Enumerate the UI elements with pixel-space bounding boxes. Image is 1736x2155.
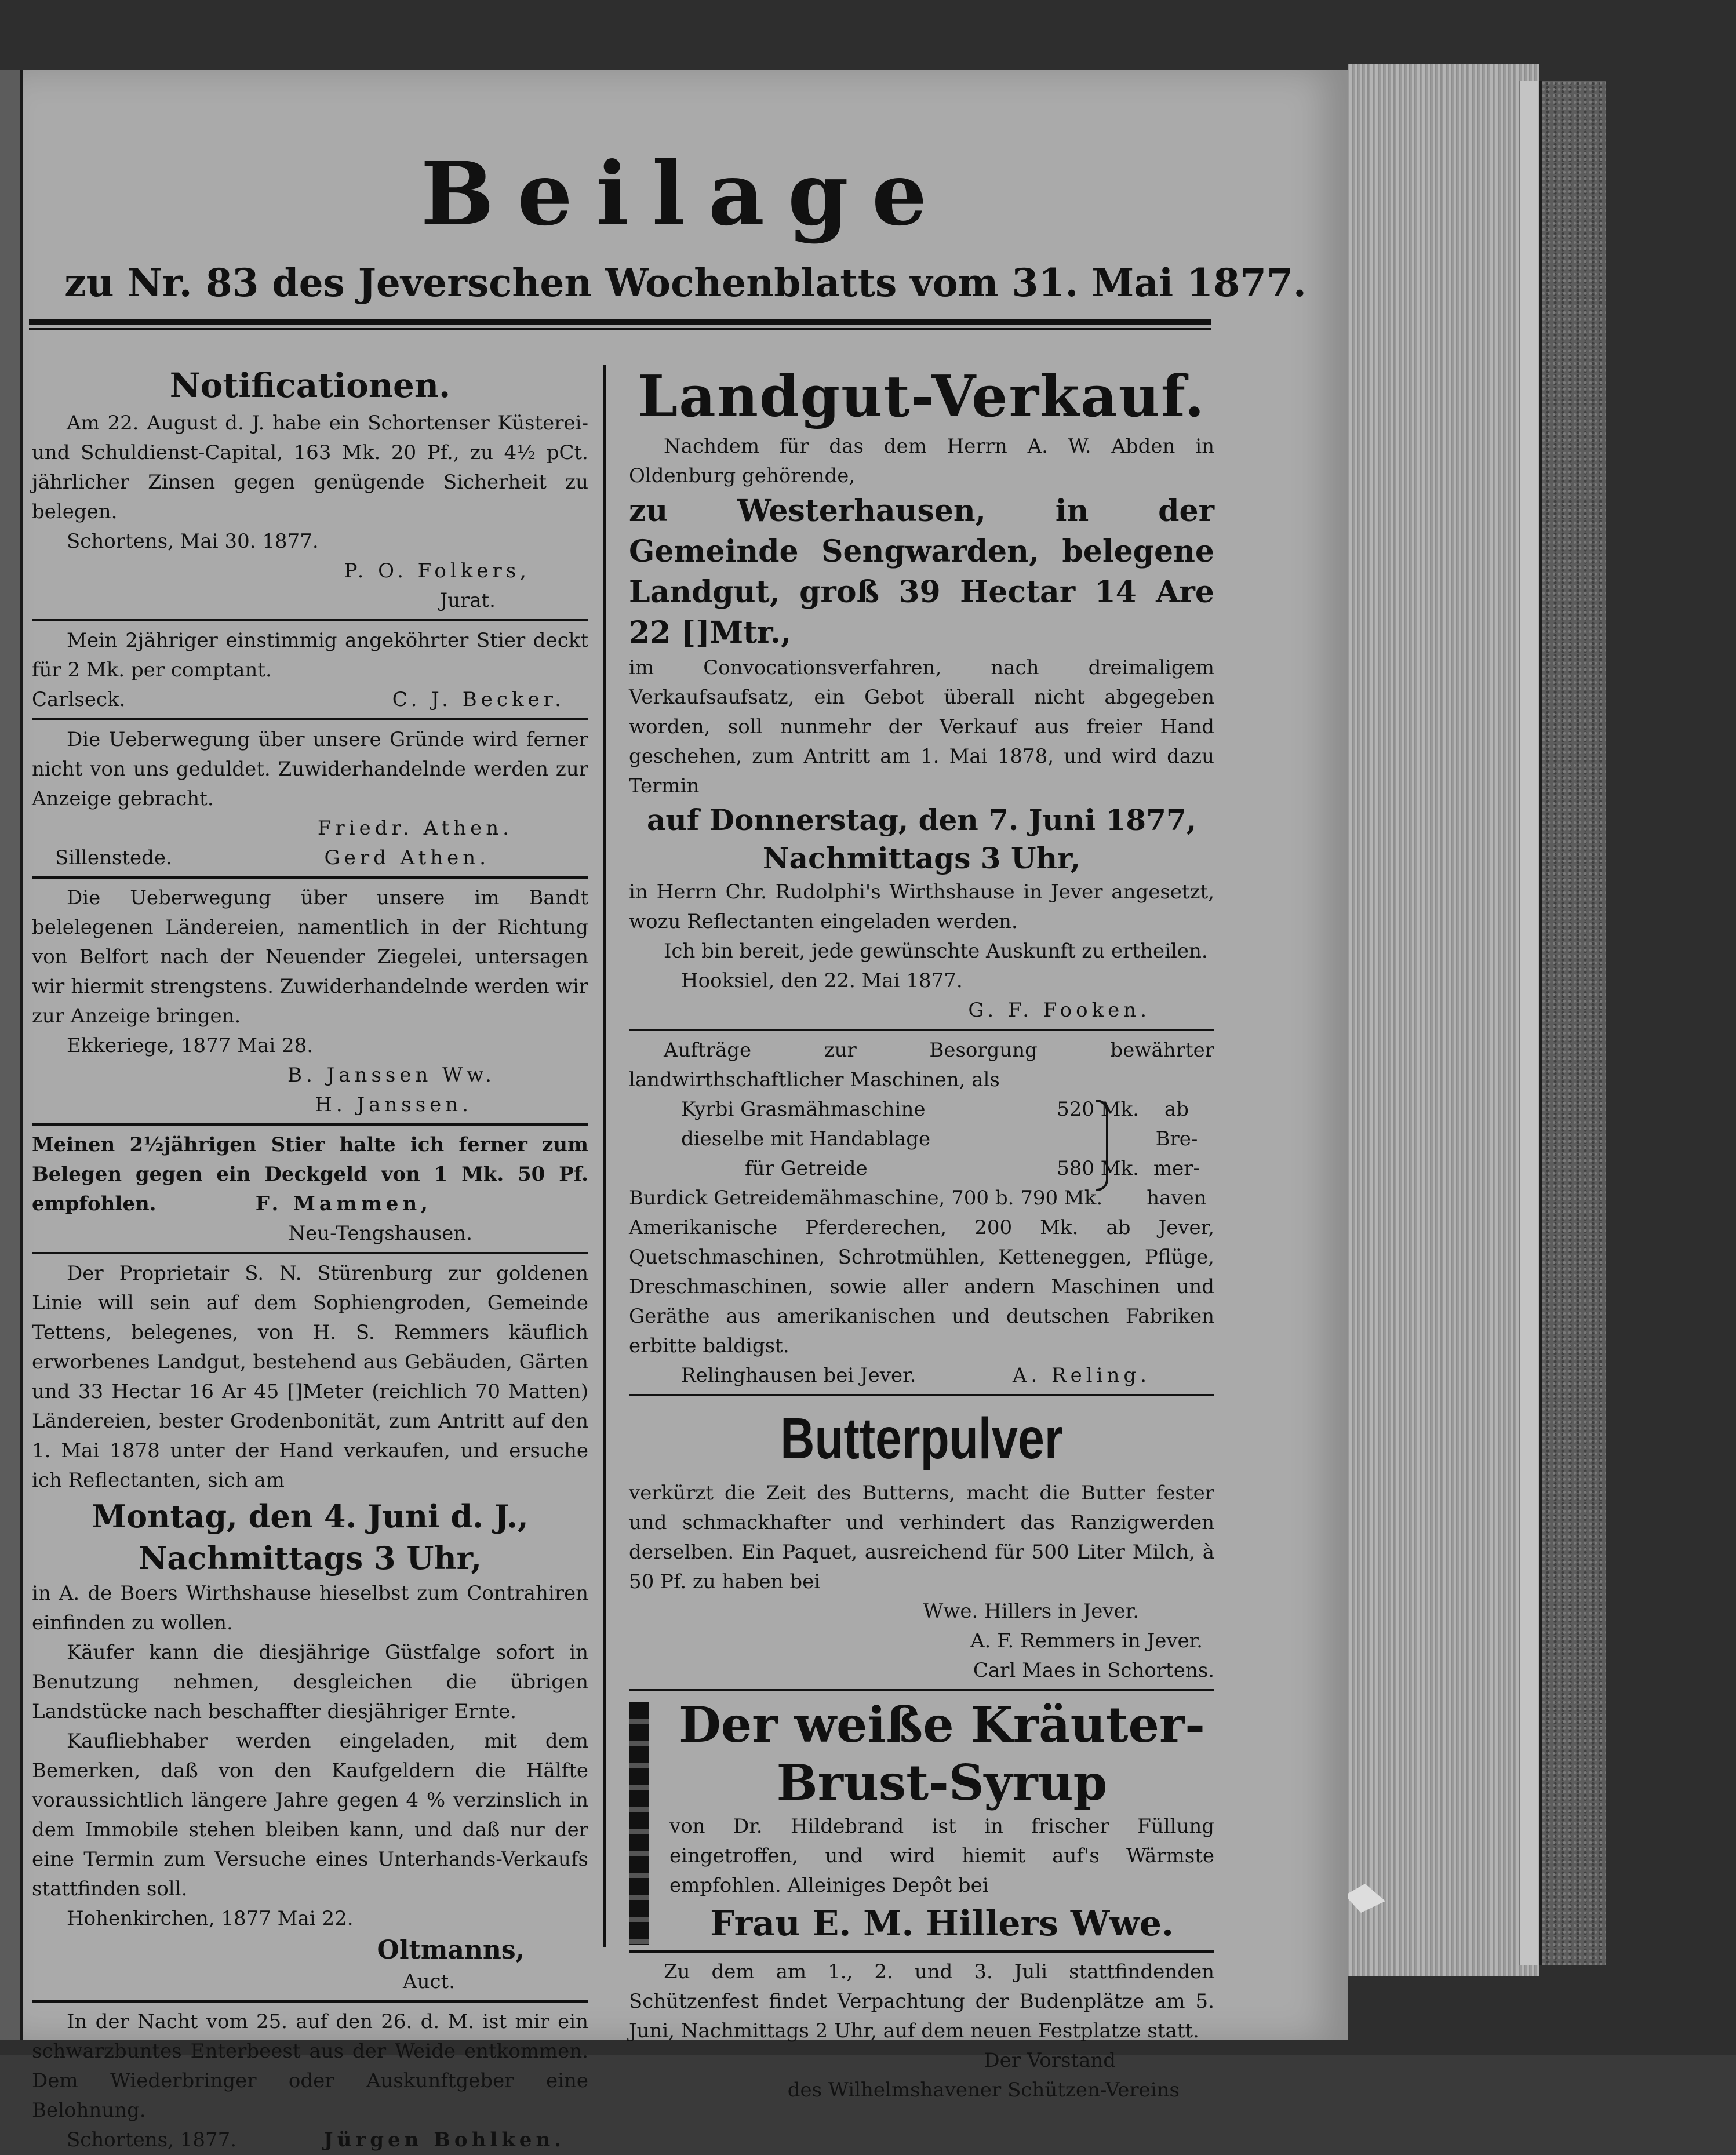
notifications-heading: Notificationen.: [169, 366, 451, 405]
notice-divider: [32, 876, 588, 879]
notice-signature: Friedr. Athen.: [317, 817, 513, 840]
syrup-depot: Frau E. M. Hillers Wwe.: [710, 1903, 1174, 1944]
notice-divider: [32, 619, 588, 621]
notice-date: Ekkeriege, 1877 Mai 28.: [67, 1034, 314, 1057]
price-row-side: haven: [1147, 1186, 1207, 1210]
notice-date: Schortens, 1877.: [67, 2128, 237, 2152]
land-sale-date: auf Donnerstag, den 7. Juni 1877,: [646, 803, 1197, 837]
syrup-text: von Dr. Hildebrand ist in frischer Füllung eingetroffen, und wird hiemit auf's Wärmste empfohlen. Alleiniges Depôt bei: [669, 1815, 1214, 1897]
notice-date: Hohenkirchen, 1877 Mai 22.: [67, 1907, 354, 1930]
notice-footer: [32, 685, 588, 715]
left-column: [32, 362, 588, 2155]
land-sale-text: in Herrn Chr. Rudolphi's Wirthshause in Jever angesetzt, wozu Reflectanten eingeladen werden.: [629, 880, 1214, 933]
notice-text: In der Nacht vom 25. auf den 26. d. M. ist mir ein schwarzbuntes Enterbeest aus der Weide entkommen. Dem Wiederbringer oder Auskunftgeber eine Belohnung.: [32, 2010, 588, 2122]
land-sale-intro: Nachdem für das dem Herrn A. W. Abden in Oldenburg gehörende,: [629, 435, 1214, 487]
butter-heading: Butterpulver: [780, 1406, 1063, 1471]
butter-seller: Carl Maes in Schortens.: [973, 1659, 1214, 1682]
ad-divider: [629, 1950, 1214, 1953]
shooting-festival-signature-org: des Wilhelmshavener Schützen-Vereins: [787, 2078, 1180, 2102]
newspaper-page: [23, 70, 1348, 2152]
notice-signature: H. Janssen.: [315, 1093, 472, 1116]
syrup-ad-bar: [629, 1702, 649, 1945]
notice-place: Sillenstede.: [55, 846, 172, 869]
machines-signature: A. Reling.: [1012, 1364, 1151, 1387]
price-brace: [1096, 1100, 1108, 1191]
machines-intro: Aufträge zur Besorgung bewährter landwirthschaftlicher Maschinen, als: [629, 1039, 1214, 1091]
right-column: [629, 362, 1214, 2105]
notice-divider: [32, 718, 588, 720]
price-row-value: 520 Mk.: [1057, 1098, 1139, 1121]
masthead-subtitle: zu Nr. 83 des Jeverschen Wochenblatts vom 31. Mai 1877.: [64, 260, 1306, 305]
notice-text: Die Ueberwegung über unsere im Bandt belelegenen Ländereien, namentlich in der Richtung von Belfort nach der Neuender Ziegelei, untersagen wir hiermit strengstens. Zuwiderhandelnde werden wir zur Anzeige bringen.: [32, 886, 588, 1028]
notice-text: Käufer kann die diesjährige Güstfalge sofort in Benutzung nehmen, desgleichen die übrigen Landstücke nach beschaffter diesjähriger Ernte.: [32, 1641, 588, 1723]
notice-divider: [32, 1123, 588, 1126]
machines-text: Amerikanische Pferderechen, 200 Mk. ab Jever, Quetschmaschinen, Schrotmühlen, Ketteneggen, Pflüge, Dreschmaschinen, sowie aller andern Maschinen und Geräthe aus amerikanischen und deutschen Fabriken erbitte baldigst.: [629, 1216, 1214, 1357]
notice-signature-title: Auct.: [403, 1970, 455, 1993]
notice-text: Die Ueberwegung über unsere Gründe wird ferner nicht von uns geduldet. Zuwiderhandelnde werden zur Anzeige gebracht.: [32, 728, 588, 810]
cover-edge: [1519, 81, 1538, 1965]
book-cover: [1539, 81, 1606, 1965]
notice-place: Carlseck.: [32, 688, 126, 711]
price-row: [629, 1124, 1214, 1154]
price-row: [629, 1095, 1214, 1124]
land-sale-time: Nachmittags 3 Uhr,: [762, 841, 1081, 875]
notice-text: Kaufliebhaber werden eingeladen, mit dem Bemerken, daß von den Kaufgeldern die Hälfte voraussichtlich längere Jahre gegen 4 % verzinslich in dem Immobile stehen bleiben kann, und daß nur der eine Termin zum Versuche eines Unterhands-Verkaufs stattfinden soll.: [32, 1730, 588, 1901]
shooting-festival-signature: Der Vorstand: [984, 2049, 1116, 2072]
price-row-name: für Getreide: [745, 1157, 868, 1180]
notice-text: Mein 2jähriger einstimmig angeköhrter Stier deckt für 2 Mk. per comptant.: [32, 629, 588, 682]
syrup-heading-2: Brust-Syrup: [776, 1754, 1108, 1811]
price-row-name: dieselbe mit Handablage: [681, 1127, 931, 1151]
notice-signature-title: Jurat.: [439, 589, 496, 612]
ad-divider: [629, 1394, 1214, 1396]
machines-footer: [629, 1361, 1214, 1390]
column-rule: [603, 365, 606, 1947]
price-row-name: Kyrbi Grasmähmaschine: [681, 1098, 926, 1121]
syrup-ad: [629, 1696, 1214, 1947]
land-sale-text: Ich bin bereit, jede gewünschte Auskunft zu ertheilen.: [664, 940, 1208, 963]
notice-signature: C. J. Becker.: [392, 688, 565, 711]
price-row-side: ab: [1164, 1098, 1189, 1121]
notice-footer: [32, 2125, 588, 2155]
shooting-festival-text: Zu dem am 1., 2. und 3. Juli stattfindenden Schützenfest findet Verpachtung der Budenplätze am 5. Juni, Nachmittags 2 Uhr, auf dem neuen Festplatze statt.: [629, 1960, 1214, 2043]
price-row: [629, 1154, 1214, 1184]
price-row-name: Burdick Getreidemähmaschine, 700 b. 790 Mk.: [629, 1186, 1103, 1210]
notice-text: Am 22. August d. J. habe ein Schortenser Küsterei- und Schuldienst-Capital, 163 Mk. 20 Pf., zu 4½ pCt. jährlicher Zinsen gegen genügende Sicherheit zu belegen.: [32, 412, 588, 523]
syrup-heading: Der weiße Kräuter-: [678, 1696, 1206, 1753]
machines-price-list: [629, 1095, 1214, 1213]
price-row: [629, 1184, 1214, 1213]
masthead-rule: [29, 319, 1211, 325]
ad-divider: [629, 1029, 1214, 1031]
land-sale-text: im Convocationsverfahren, nach dreimaligem Verkaufsaufsatz, ein Gebot überall nicht abgegeben worden, soll nunmehr der Verkauf aus freier Hand geschehen, zum Antritt am 1. Mai 1878, und wird dazu Termin: [629, 656, 1214, 798]
land-sale-heading: Landgut-Verkauf.: [638, 363, 1206, 430]
price-row-side: mer-: [1153, 1157, 1200, 1180]
notice-date: Schortens, Mai 30. 1877.: [67, 530, 319, 553]
masthead-title: Beilage: [420, 143, 951, 245]
ad-divider: [629, 1689, 1214, 1691]
notice-text: Der Proprietair S. N. Stürenburg zur goldenen Linie will sein auf dem Sophiengroden, Gemeinde Tettens, belegenes, von H. S. Remmers käuflich erworbenes Landgut, bestehend aus Gebäuden, Gärten und 33 Hectar 16 Ar 45 []Meter (reichlich 70 Matten) Ländereien, bester Grodenbonität, zum Antritt auf den 1. Mai 1878 unter der Hand verkaufen, und ersuche ich Reflectanten, sich am: [32, 1262, 588, 1492]
notice-signature: Oltmanns,: [377, 1935, 525, 1965]
notice-text: Meinen 2½jährigen Stier halte ich ferner zum Belegen gegen ein Deckgeld von 1 Mk. 50 Pf. empfohlen.: [32, 1133, 588, 1215]
land-sale-location: zu Westerhausen, in der Gemeinde Sengwarden, belegene Landgut, groß 39 Hectar 14 Are 22 []Mtr.,: [629, 493, 1214, 650]
land-sale-date-line: Hooksiel, den 22. Mai 1877.: [681, 969, 963, 992]
notice-divider: [32, 2000, 588, 2003]
notice-footer: [32, 843, 588, 873]
butter-seller: Wwe. Hillers in Jever.: [923, 1600, 1139, 1623]
notice-date-big: Montag, den 4. Juni d. J.,: [92, 1498, 529, 1535]
notice-signature: Jürgen Bohlken.: [323, 2128, 565, 2152]
machines-place: Relinghausen bei Jever.: [681, 1364, 916, 1387]
notice-text: in A. de Boers Wirthshause hieselbst zum Contrahiren einfinden zu wollen.: [32, 1582, 588, 1635]
masthead-rule-thin: [29, 328, 1211, 330]
price-row-value: [1029, 1124, 1139, 1154]
page-stack: [1348, 64, 1539, 1976]
land-sale-signature: G. F. Fooken.: [968, 999, 1151, 1022]
butter-text: verkürzt die Zeit des Butterns, macht die Butter fester und schmackhafter und verhindert das Ranzigwerden derselben. Ein Paquet, ausreichend für 500 Liter Milch, à 50 Pf. zu haben bei: [629, 1481, 1214, 1593]
notice-signature: F. Mammen,: [255, 1192, 432, 1215]
left-page-edge: [0, 70, 23, 2040]
notice-signature: P. O. Folkers,: [344, 559, 530, 583]
notice-signature: B. Janssen Ww.: [287, 1064, 496, 1087]
price-row-value: 580 Mk.: [1057, 1157, 1139, 1180]
butter-seller: A. F. Remmers in Jever.: [970, 1629, 1203, 1652]
notice-divider: [32, 1252, 588, 1254]
price-row-side: Bre-: [1155, 1127, 1198, 1151]
notice-signature: Gerd Athen.: [324, 846, 490, 869]
notice-time-big: Nachmittags 3 Uhr,: [138, 1539, 482, 1577]
notice-signature-place: Neu-Tengshausen.: [288, 1222, 472, 1245]
